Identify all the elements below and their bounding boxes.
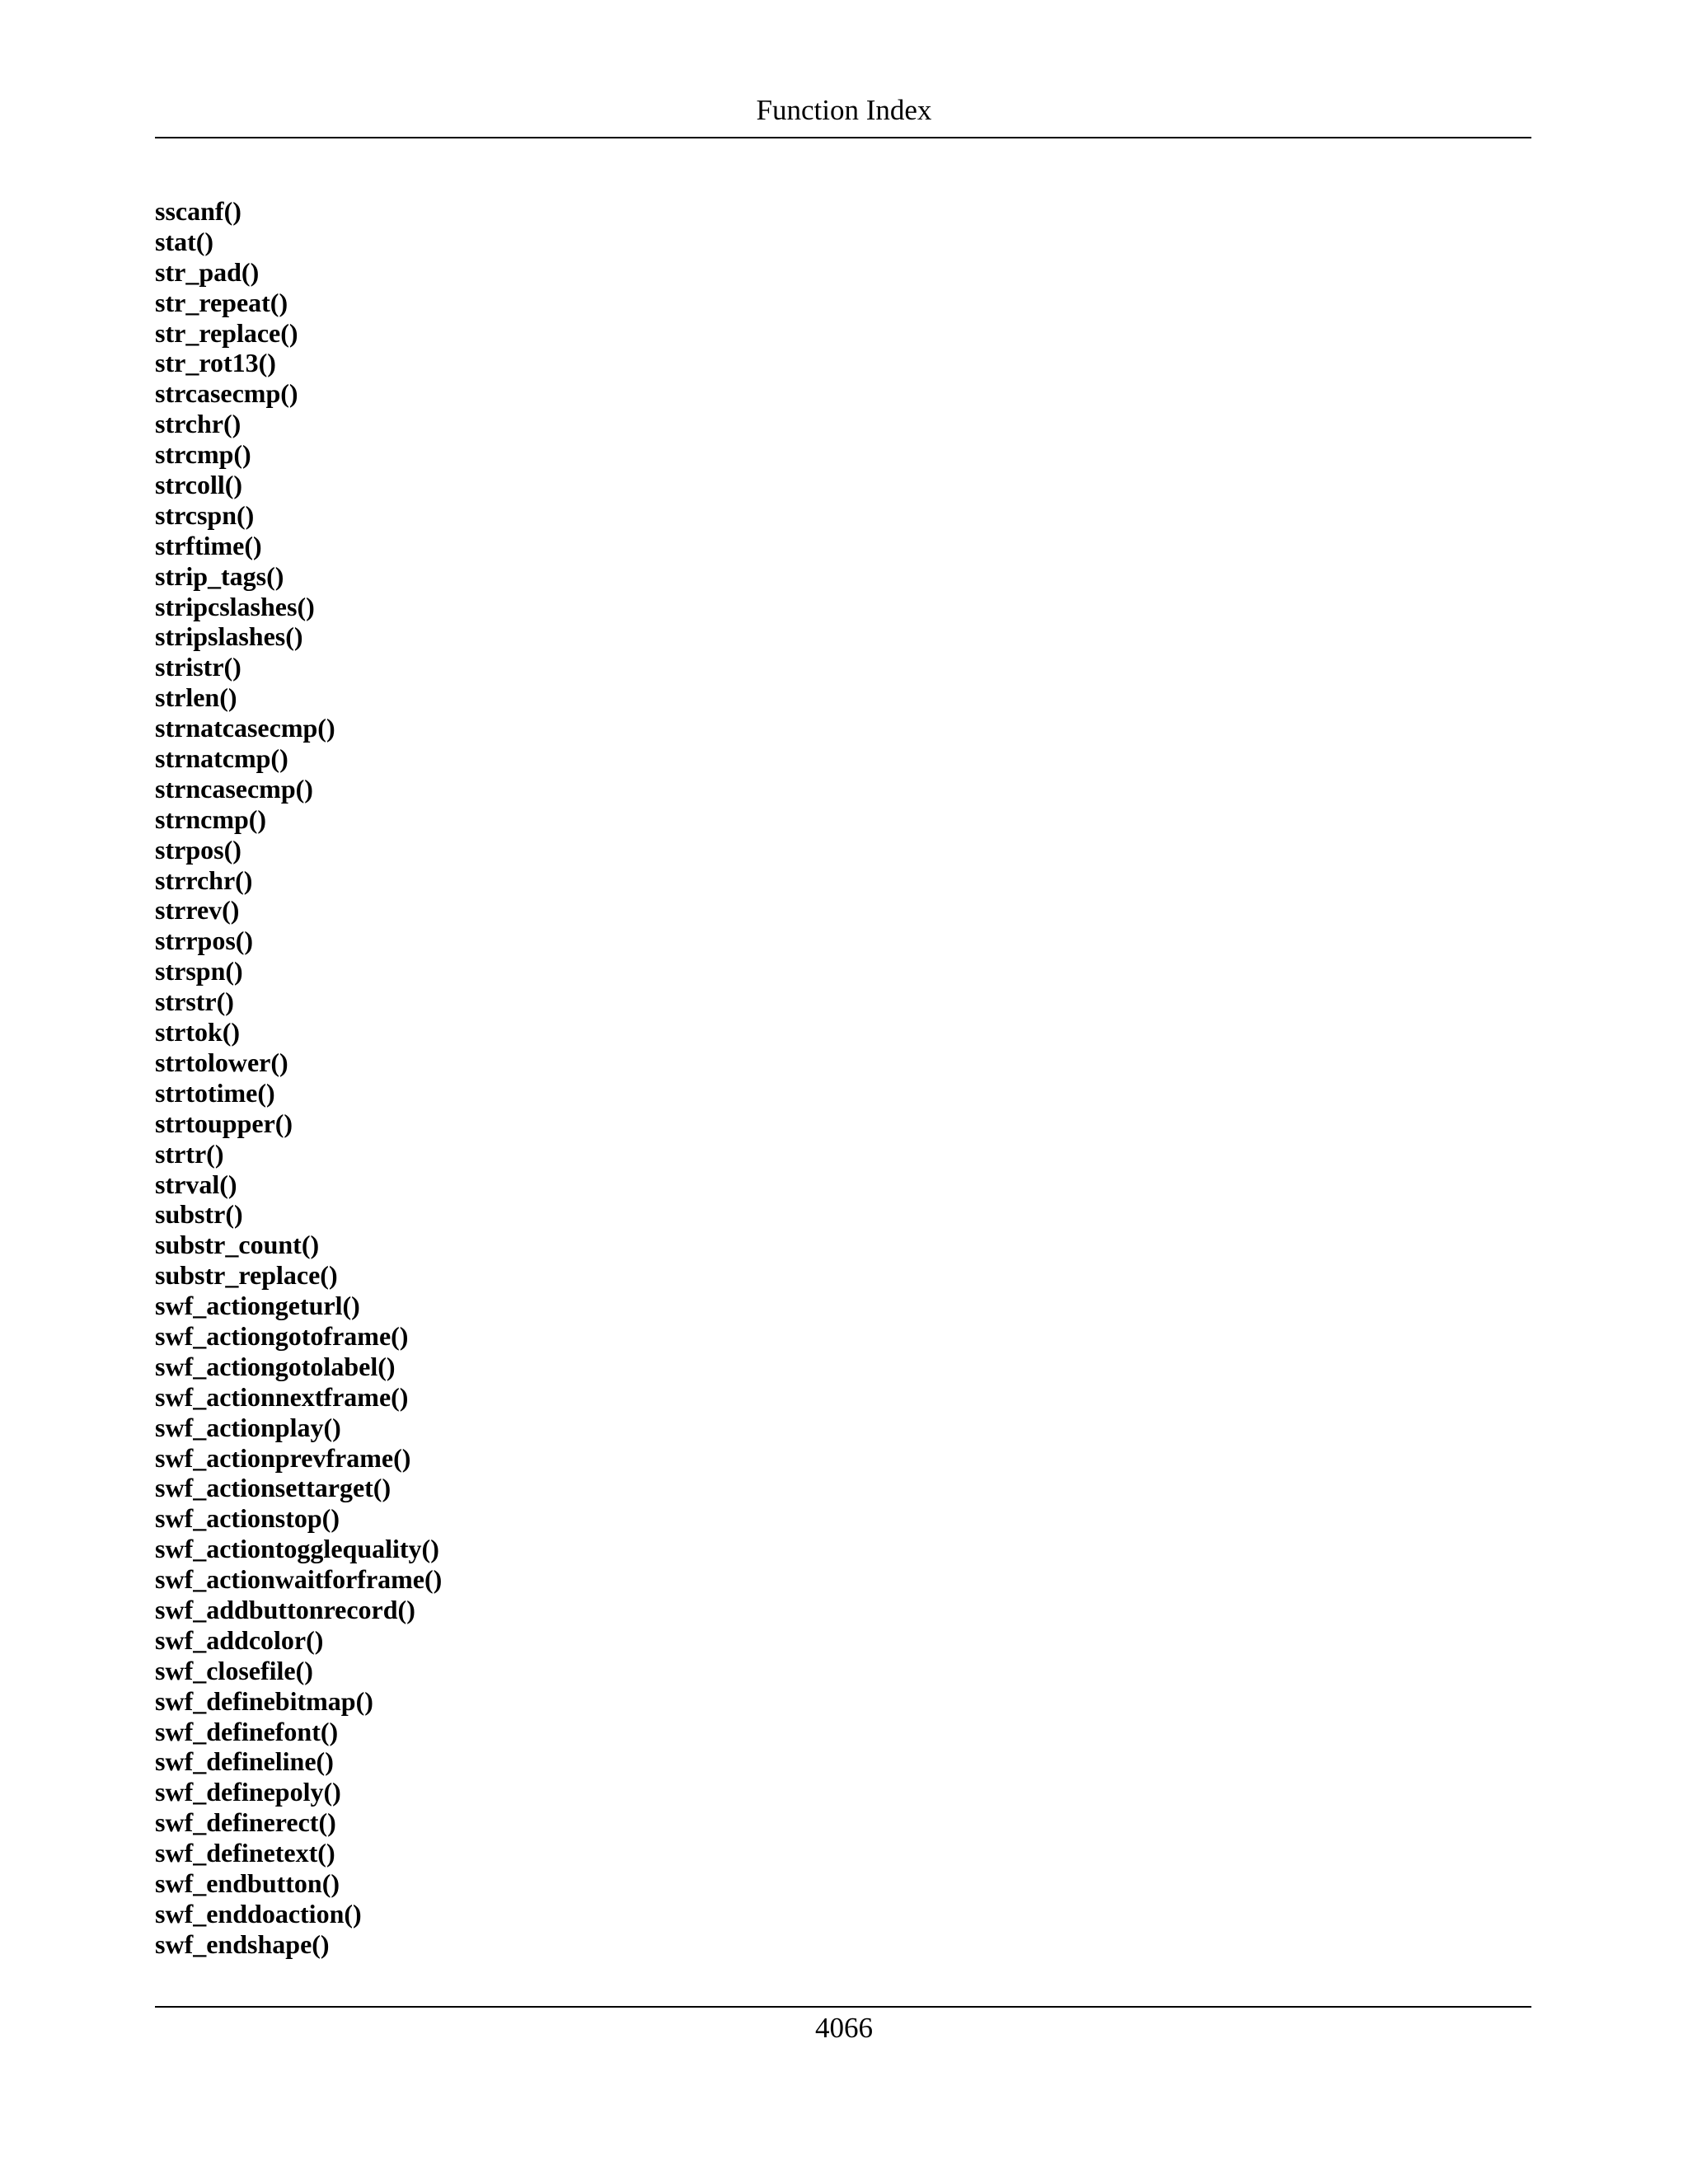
function-index-entry: stristr() — [155, 652, 241, 682]
function-index-entry: swf_defineline() — [155, 1746, 334, 1777]
function-index-entry: swf_definefont() — [155, 1716, 339, 1746]
function-index-entry: swf_definetext() — [155, 1838, 335, 1868]
function-index-entry: swf_definepoly() — [155, 1777, 341, 1807]
function-index-entry: sscanf() — [155, 196, 241, 226]
function-index-entry: strncmp() — [155, 804, 267, 834]
function-index-entry: stripcslashes() — [155, 591, 315, 621]
function-index-entry: strrev() — [155, 895, 240, 926]
function-index-entry: strcspn() — [155, 499, 255, 530]
function-index-entry: strcoll() — [155, 470, 243, 500]
function-index-entry: swf_endshape() — [155, 1929, 330, 1959]
function-index-entry: swf_enddoaction() — [155, 1898, 362, 1929]
function-index-entry: str_repeat() — [155, 287, 288, 317]
function-index-entry: strip_tags() — [155, 560, 284, 591]
function-index-entry: strnatcasecmp() — [155, 713, 335, 743]
function-index-entry: swf_actiongotolabel() — [155, 1351, 396, 1381]
function-index-entry: swf_definerect() — [155, 1807, 336, 1838]
function-index-entry: strtr() — [155, 1138, 224, 1169]
function-index-entry: swf_actionsettarget() — [155, 1473, 392, 1503]
function-index-entry: stripslashes() — [155, 621, 303, 652]
page-number: 4066 — [815, 2012, 873, 2044]
function-index-entry: strspn() — [155, 956, 243, 987]
page-title: Function Index — [756, 94, 932, 126]
function-index-entry: strncasecmp() — [155, 773, 313, 804]
function-index-entry: strcasecmp() — [155, 378, 298, 409]
function-index-entry: swf_closefile() — [155, 1655, 313, 1685]
function-index-entry: swf_actiongotoframe() — [155, 1320, 409, 1351]
function-index-entry: swf_addbuttonrecord() — [155, 1594, 415, 1624]
function-index-entry: strtolower() — [155, 1047, 288, 1077]
function-index-entry: strtoupper() — [155, 1108, 293, 1138]
function-index-entry: stat() — [155, 226, 214, 256]
function-index-list — [155, 196, 442, 1960]
function-index-entry: swf_actiontogglequality() — [155, 1534, 439, 1564]
function-index-entry: swf_actionwaitforframe() — [155, 1564, 443, 1595]
function-index-entry: swf_endbutton() — [155, 1868, 340, 1898]
function-index-entry: swf_definebitmap() — [155, 1685, 373, 1716]
function-index-entry: strlen() — [155, 682, 237, 713]
function-index-entry: swf_actionprevframe() — [155, 1442, 411, 1473]
function-index-entry: swf_actionplay() — [155, 1412, 341, 1442]
function-index-entry: swf_actionstop() — [155, 1503, 340, 1534]
function-index-entry: strrchr() — [155, 865, 253, 895]
header-divider — [155, 137, 1531, 138]
function-index-entry: strval() — [155, 1169, 237, 1199]
function-index-entry: substr_replace() — [155, 1260, 338, 1291]
function-index-entry: swf_actionnextframe() — [155, 1381, 409, 1412]
function-index-entry: strpos() — [155, 834, 241, 865]
function-index-entry: strcmp() — [155, 439, 251, 470]
function-index-entry: str_replace() — [155, 317, 298, 348]
function-index-entry: substr_count() — [155, 1230, 320, 1260]
function-index-entry: strstr() — [155, 987, 234, 1017]
function-index-entry: substr() — [155, 1199, 243, 1230]
function-index-entry: strftime() — [155, 530, 262, 560]
function-index-entry: strchr() — [155, 409, 241, 439]
function-index-entry: strrpos() — [155, 926, 254, 956]
function-index-entry: swf_actiongeturl() — [155, 1291, 360, 1321]
function-index-entry: str_pad() — [155, 256, 260, 287]
function-index-entry: strtotime() — [155, 1077, 275, 1108]
function-index-entry: str_rot13() — [155, 348, 276, 378]
function-index-entry: swf_addcolor() — [155, 1624, 324, 1655]
footer-divider — [155, 2006, 1531, 2008]
function-index-entry: strtok() — [155, 1017, 241, 1047]
function-index-entry: strnatcmp() — [155, 743, 288, 774]
